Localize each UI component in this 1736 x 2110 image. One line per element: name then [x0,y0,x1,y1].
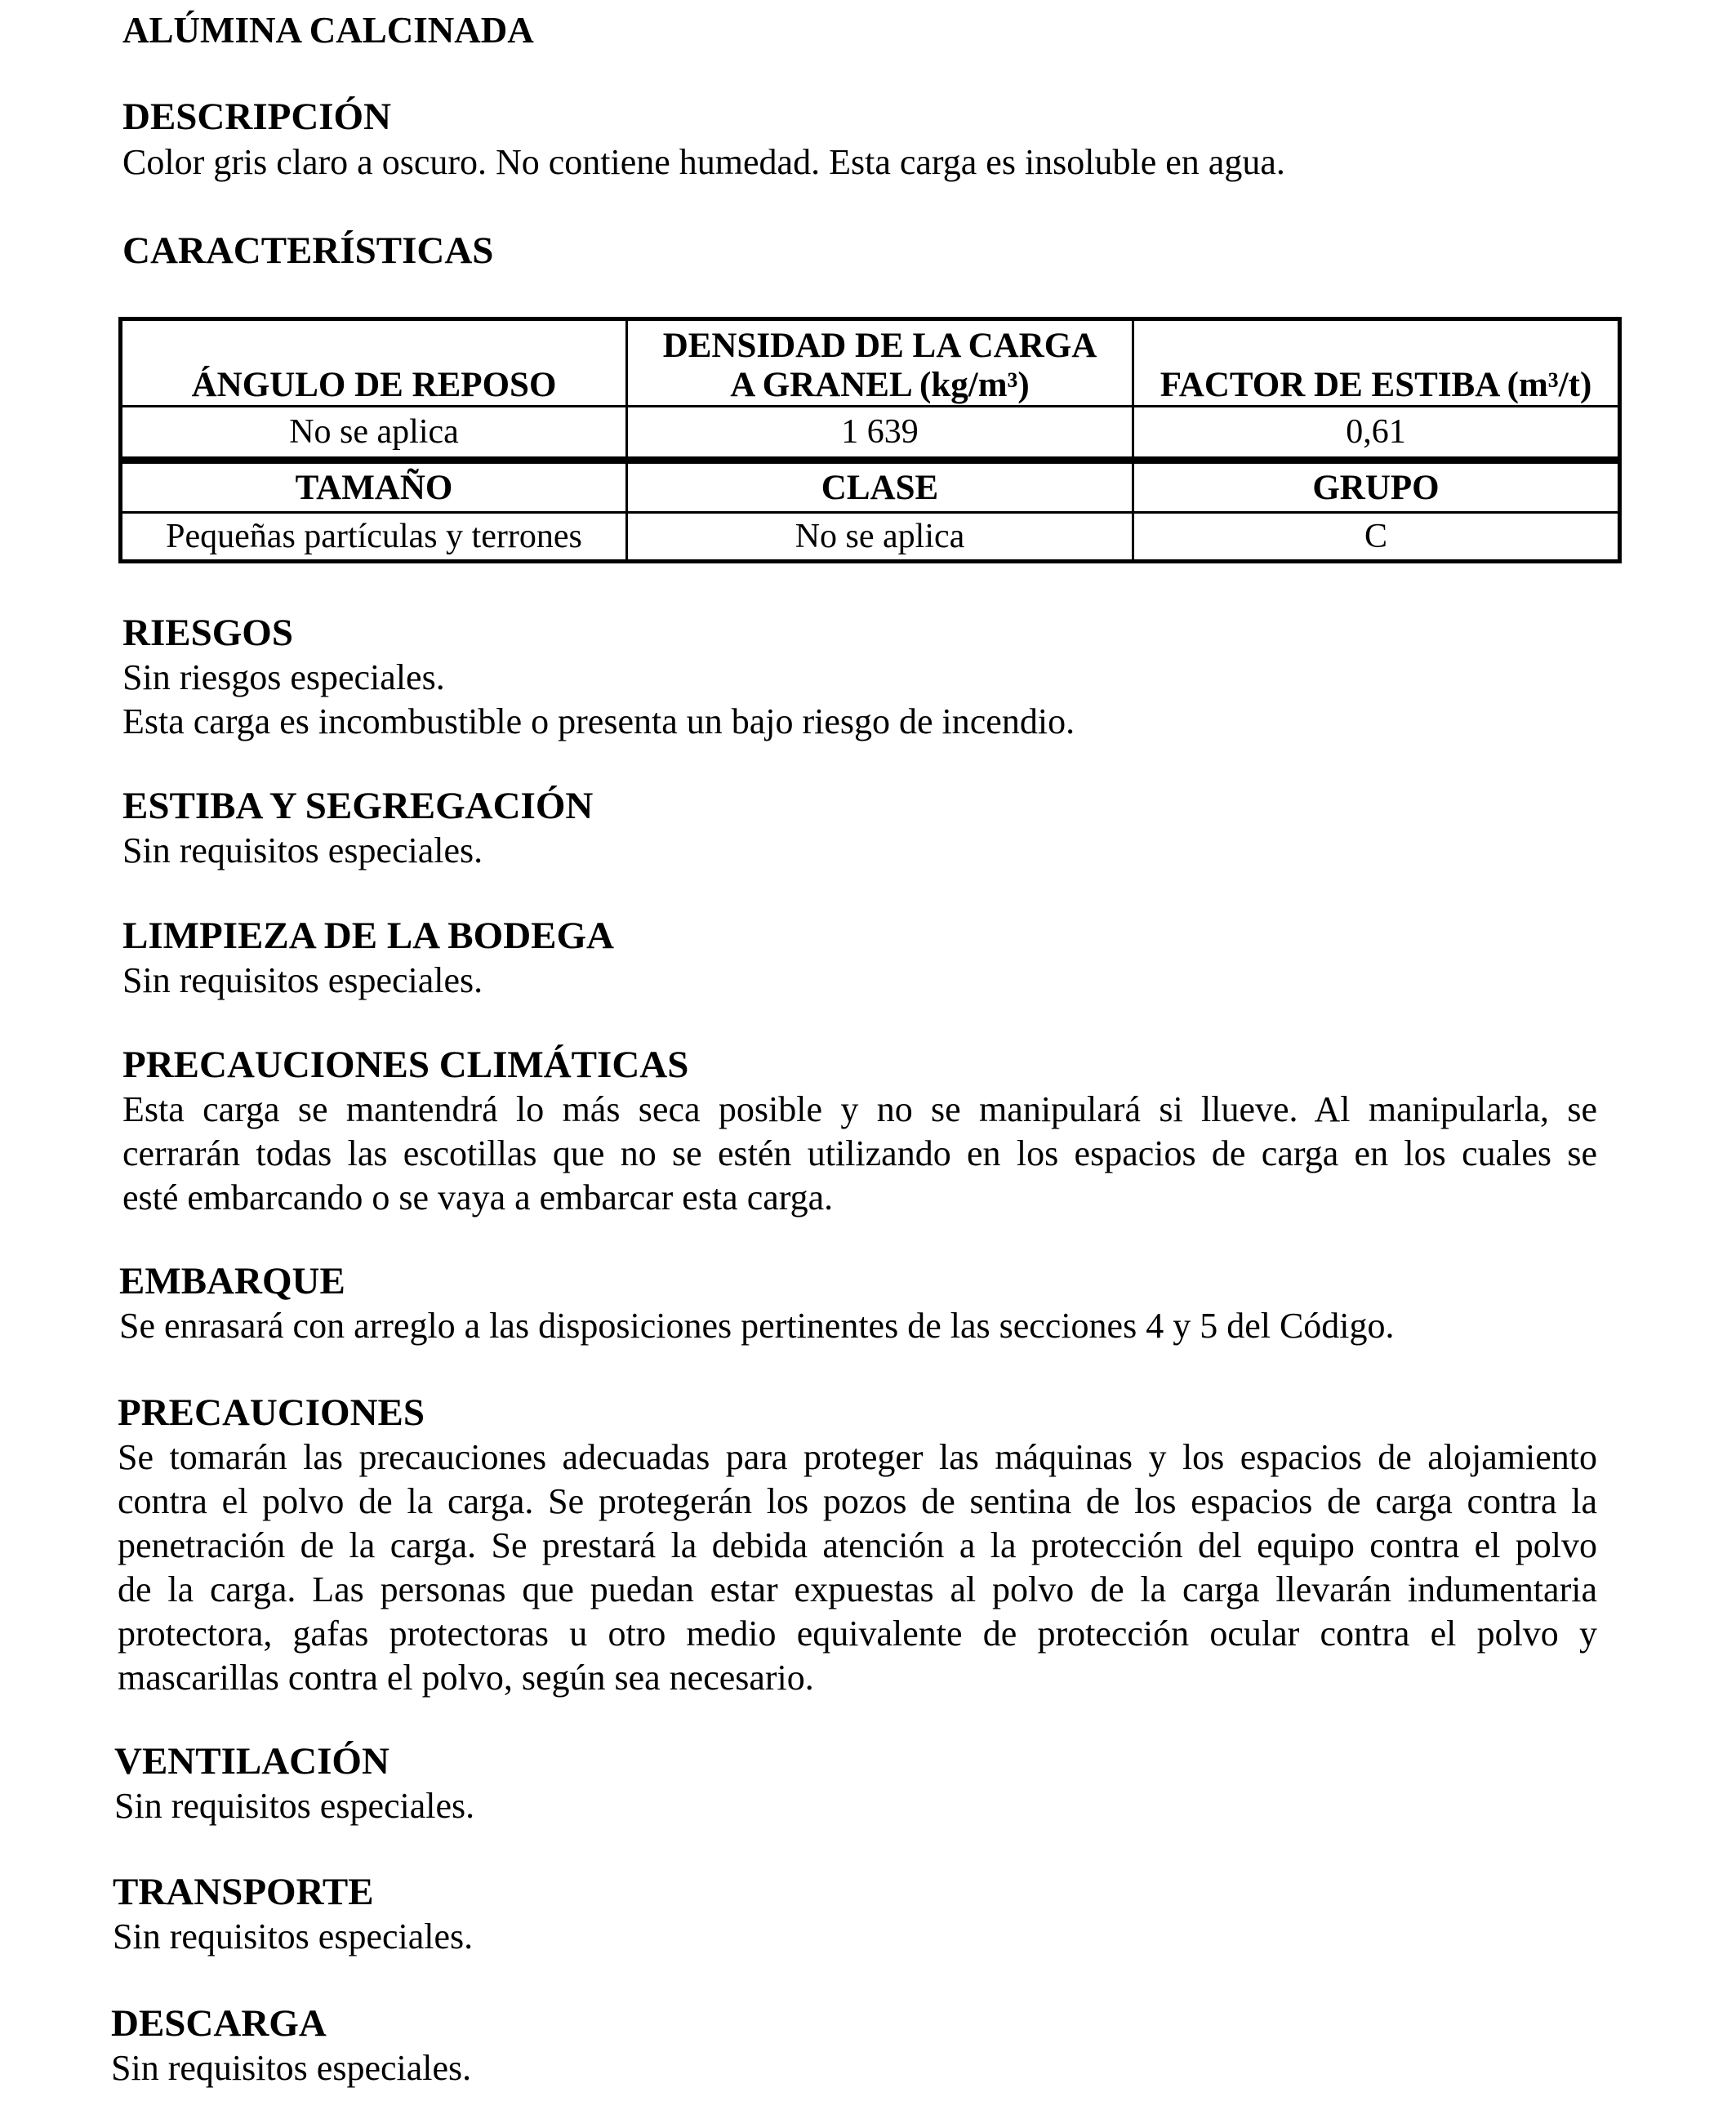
table-header-densidad [627,319,1133,407]
section-text-climaticas [122,1088,1597,1220]
table-header-grupo: GRUPO [1133,461,1620,513]
section-heading-precauciones: PRECAUCIONES [118,1391,425,1434]
paragraph-line: penetración de la carga. Se prestará la debida atención a la protección del equipo contra el polvo [118,1525,1597,1565]
table-header-densidad-line1: DENSIDAD DE LA CARGA [662,327,1097,365]
paragraph-line: Esta carga se mantendrá lo más seca posible y no se manipulará si llueve. Al manipularla, se [122,1089,1597,1129]
table-row [121,513,1620,562]
table-row [121,319,1620,407]
section-heading-embarque: EMBARQUE [119,1260,345,1302]
table-header-clase: CLASE [627,461,1133,513]
characteristics-table [118,317,1622,563]
paragraph-line: Esta carga es incombustible o presenta un bajo riesgo de incendio. [122,701,1075,741]
table-row [121,461,1620,513]
section-heading-climaticas: PRECAUCIONES CLIMÁTICAS [122,1044,689,1086]
section-text-descarga [111,2046,471,2090]
paragraph-line: Sin requisitos especiales. [122,960,483,1000]
paragraph-line: protectora, gafas protectoras u otro medio equivalente de protección ocular contra el polvo y [118,1614,1597,1654]
paragraph-line: Sin requisitos especiales. [111,2048,472,2088]
paragraph-line: Sin riesgos especiales. [122,657,445,697]
table-row [121,407,1620,461]
table-cell-factor: 0,61 [1133,407,1620,461]
table-cell-tamano: Pequeñas partículas y terrones [121,513,627,562]
table-cell-densidad: 1 639 [627,407,1133,461]
document-title: ALÚMINA CALCINADA [122,10,534,51]
table-header-factor: FACTOR DE ESTIBA (m³/t) [1133,319,1620,407]
section-text-limpieza [122,959,483,1003]
table-header-tamano: TAMAÑO [121,461,627,513]
paragraph-line: mascarillas contra el polvo, según sea necesario. [118,1658,814,1698]
section-heading-transporte: TRANSPORTE [113,1871,374,1913]
section-heading-estiba: ESTIBA Y SEGREGACIÓN [122,785,594,827]
section-text-embarque [119,1304,1395,1348]
paragraph-line: de la carga. Las personas que puedan estar expuestas al polvo de la carga llevarán indumentaria [118,1569,1597,1609]
paragraph-line: Color gris claro a oscuro. No contiene humedad. Esta carga es insoluble en agua. [122,142,1285,182]
section-heading-riesgos: RIESGOS [122,612,293,654]
table-cell-clase: No se aplica [627,513,1133,562]
section-heading-ventilacion: VENTILACIÓN [114,1740,389,1783]
section-text-transporte [113,1915,473,1959]
section-text-descripcion [122,140,1285,185]
section-text-riesgos [122,656,1075,744]
section-text-ventilacion [114,1784,474,1828]
paragraph-line: esté embarcando o se vaya a embarcar esta carga. [122,1177,834,1217]
section-heading-limpieza: LIMPIEZA DE LA BODEGA [122,915,614,957]
paragraph-line: Se tomarán las precauciones adecuadas para proteger las máquinas y los espacios de alojamiento [118,1437,1597,1477]
paragraph-line: contra el polvo de la carga. Se protegerán los pozos de sentina de los espacios de carga contra la [118,1481,1597,1521]
paragraph-line: Se enrasará con arreglo a las disposiciones pertinentes de las secciones 4 y 5 del Código. [119,1306,1395,1346]
section-heading-caracteristicas: CARACTERÍSTICAS [122,229,494,272]
table-cell-angulo: No se aplica [121,407,627,461]
paragraph-line: cerrarán todas las escotillas que no se estén utilizando en los espacios de carga en los cuales se [122,1133,1597,1173]
paragraph-line: Sin requisitos especiales. [113,1916,474,1956]
paragraph-line: Sin requisitos especiales. [122,830,483,870]
paragraph-line: Sin requisitos especiales. [114,1786,475,1826]
table-header-densidad-line2: A GRANEL (kg/m³) [730,366,1030,404]
section-heading-descripcion: DESCRIPCIÓN [122,96,392,138]
section-text-estiba [122,829,483,873]
table-cell-grupo: C [1133,513,1620,562]
table-header-angulo: ÁNGULO DE REPOSO [121,319,627,407]
section-heading-descarga: DESCARGA [111,2002,327,2045]
section-text-precauciones [118,1436,1597,1700]
